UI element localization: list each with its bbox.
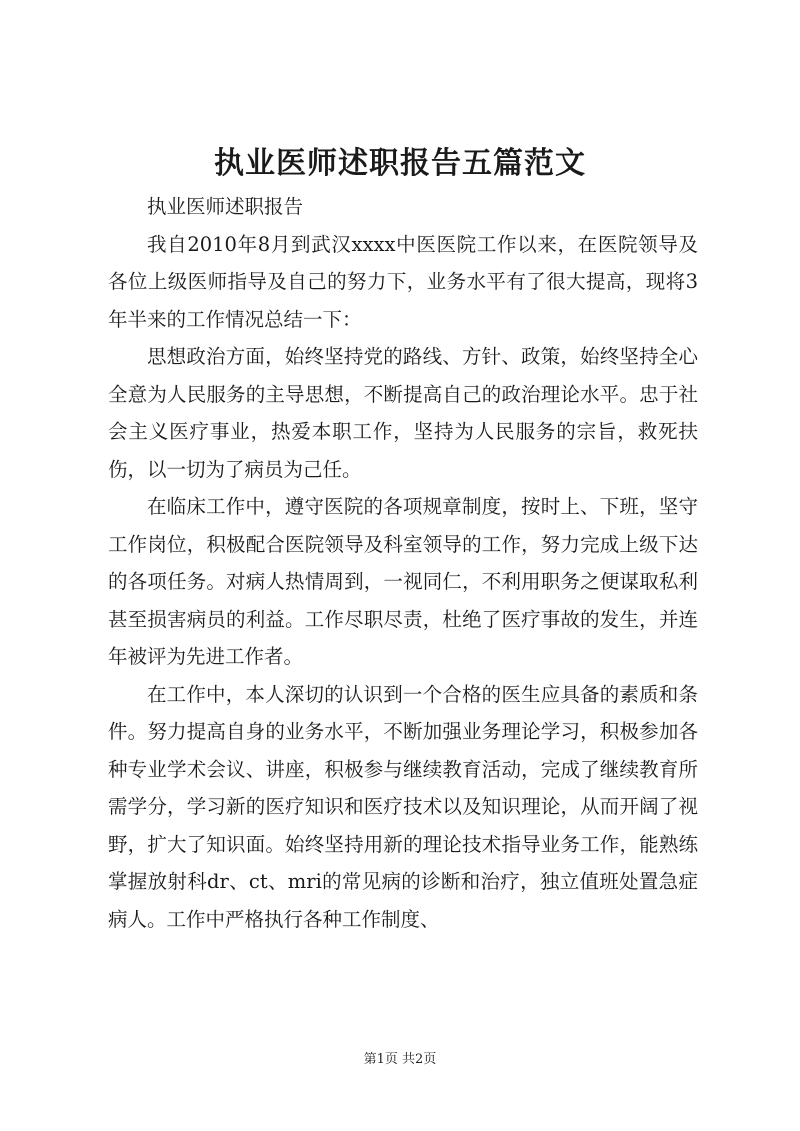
document-body [108,188,698,938]
page-footer: 第1页 共2页 [363,1052,437,1067]
paragraph-professional: 在工作中，本人深切的认识到一个合格的医生应具备的素质和条件。努力提高自身的业务水平，不断加强业务理论学习，积极参加各种专业学术会议、讲座，积极参与继续教育活动，完成了继续教育所需学分，学习新的医疗知识和医疗技术以及知识理论，从而开阔了视野，扩大了知识面。始终坚持用新的理论技术指导业务工作，能熟练掌握放射科dr、ct、mri的常见病的诊断和治疗，独立值班处置急症病人。工作中严格执行各种工作制度、 [108,682,698,931]
paragraph-intro: 我自2010年8月到武汉xxxx中医医院工作以来，在医院领导及各位上级医师指导及自己的努力下，业务水平有了很大提高，现将3年半来的工作情况总结一下： [108,232,698,331]
paragraph-subtitle: 执业医师述职报告 [147,195,304,218]
paragraph-politics: 思想政治方面，始终坚持党的路线、方针、政策，始终坚持全心全意为人民服务的主导思想，不断提高自己的政治理论水平。忠于社会主义医疗事业，热爱本职工作，坚持为人民服务的宗旨，救死扶伤，以一切为了病员为己任。 [108,345,698,481]
paragraph-clinical: 在临床工作中，遵守医院的各项规章制度，按时上、下班，坚守工作岗位，积极配合医院领导及科室领导的工作，努力完成上级下达的各项任务。对病人热情周到，一视同仁，不利用职务之便谋取私利甚至损害病员的利益。工作尽职尽责，杜绝了医疗事故的发生，并连年被评为先进工作者。 [108,495,698,668]
document-title: 执业医师述职报告五篇范文 [214,146,586,181]
